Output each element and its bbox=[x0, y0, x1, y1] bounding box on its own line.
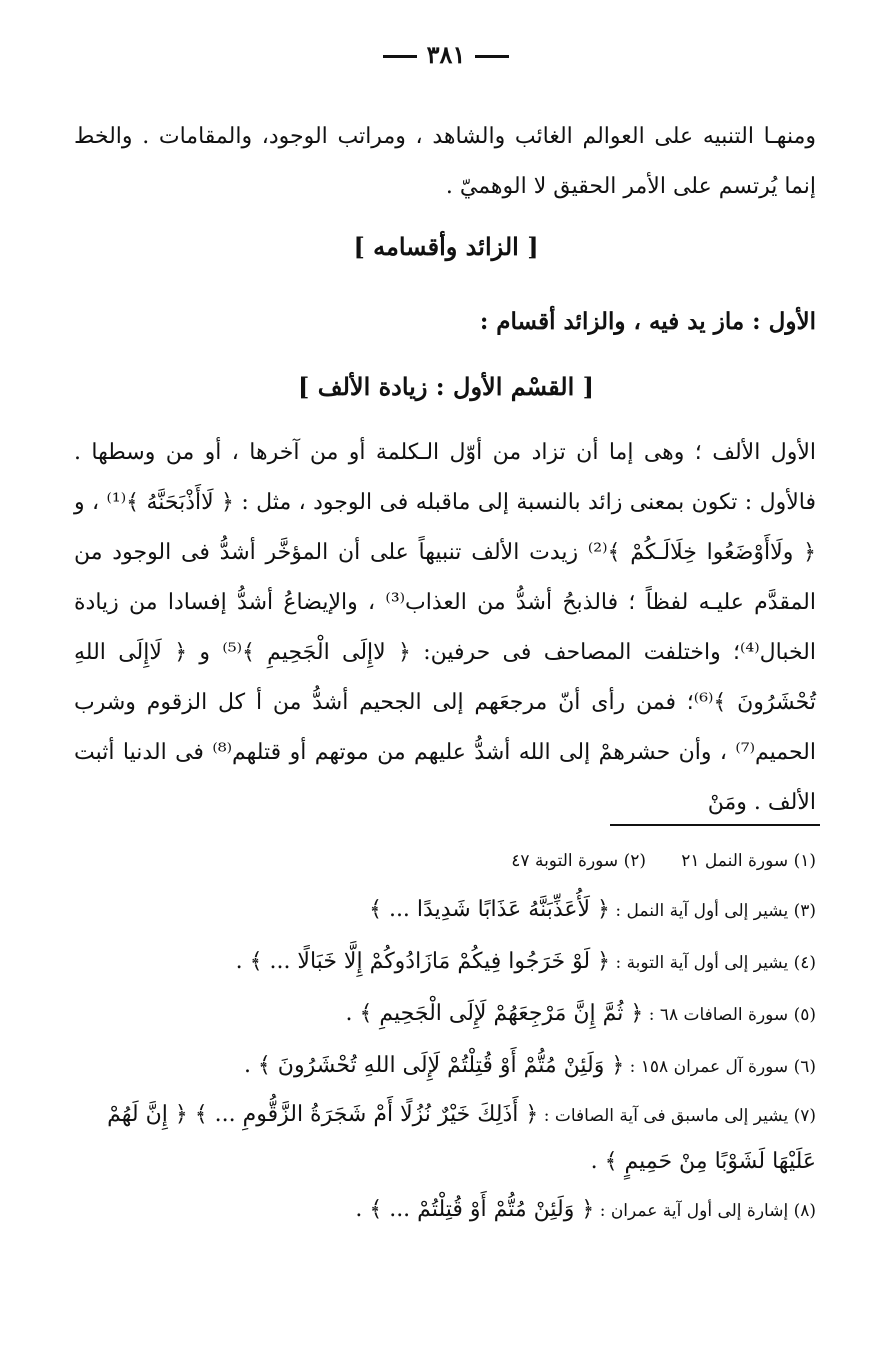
footnote-6-quote: ﴿ وَلَئِنْ مُتُّمْ أَوْ قُتِلْتُمْ لَإِلَى اللهِ تُحْشَرُونَ ﴾ . bbox=[243, 1053, 625, 1078]
footnote-6-label: (٦) سورة آل عمران ١٥٨ : bbox=[629, 1057, 816, 1077]
footnote-4 bbox=[80, 936, 816, 988]
page-number-dash-right bbox=[475, 55, 509, 58]
footnote-8-label: (٨) إشارة إلى أول آية عمران : bbox=[599, 1201, 816, 1221]
footnote-8-quote: ﴿ وَلَئِنْ مُتُّمْ أَوْ قُتِلْتُمْ ... ﴾ . bbox=[355, 1197, 595, 1222]
paragraph-intro: ومنهـا التنبيه على العوالم الغائب والشاهد ، ومراتب الوجود، والمقامات . والخط إنما يُرتسم على الأمر الحقيق لا الوهميّ . bbox=[74, 124, 816, 199]
page-number-dash-left bbox=[383, 55, 417, 58]
section-heading-extra: [ الزائد وأقسامه ] bbox=[353, 232, 539, 261]
footnote-3-label: (٣) يشير إلى أول آية النمل : bbox=[615, 901, 816, 921]
page-number-value: ٣٨١ bbox=[426, 40, 466, 69]
footnote-7-quote: ﴿ أَذَلِكَ خَيْرٌ نُزُلًا أَمْ شَجَرَةُ الزَّقُّومِ ... ﴾ ﴿ إِنَّ لَهُمْ عَلَيْهَا لَشَوْبًا مِنْ حَمِيمٍ ﴾ . bbox=[107, 1102, 816, 1174]
footnote-5-label: (٥) سورة الصافات ٦٨ : bbox=[648, 1005, 816, 1025]
page-number bbox=[0, 40, 892, 69]
footnote-5 bbox=[80, 988, 816, 1040]
footnote-2: (٢) سورة التوبة ٤٧ bbox=[511, 851, 646, 871]
paragraph-main: الأول الألف ؛ وهى إما أن تزاد من أوّل الـكلمة أو من آخرها ، أو من وسطها . فالأول : تكون بمعنى زائد بالنسبة إلى ماقبله فى الوجود ، مثل : ﴿ لَاأَذْبَحَنَّهُ ﴾⁽¹⁾ ، و ﴿ ولَاأَوْضَعُوا خِلَالَـكُمْ ﴾⁽²⁾ زيدت الألف تنبيهاً على أن المؤخَّر أشدُّ فى الوجود من المقدَّم عليـه لفظاً ؛ فالذبحُ أشدُّ من العذاب⁽³⁾ ، والإيضاعُ أشدُّ إفسادا من زيادة الخبال⁽⁴⁾؛ واختلفت المصاحف فى حرفين: ﴿ لاإِلَى الْجَحِيمِ ﴾⁽⁵⁾ و ﴿ لَاإِلَى اللهِ تُحْشَرُونَ ﴾⁽⁶⁾؛ فمن رأى أنّ مرجعَهم إلى الجحيم أشدُّ من أ كل الزقوم وشرب الحميم⁽⁷⁾ ، وأن حشرهمْ إلى الله أشدُّ عليهم من موتهم أو قتلهم⁽⁸⁾ فى الدنيا أثبت الألف . ومَنْ bbox=[74, 440, 817, 815]
footnote-1: (١) سورة النمل ٢١ bbox=[681, 851, 816, 871]
footnote-divider bbox=[610, 824, 820, 826]
footnote-4-quote: ﴿ لَوْ خَرَجُوا فِيكُمْ مَازَادُوكُمْ إِلَّا خَبَالًا ... ﴾ . bbox=[235, 949, 611, 974]
footnote-5-quote: ﴿ ثُمَّ إِنَّ مَرْجِعَهُمْ لَإِلَى الْجَحِيمِ ﴾ . bbox=[345, 1001, 644, 1026]
intro-line: الأول : ماز يد فيه ، والزائد أقسام : bbox=[479, 308, 816, 335]
footnote-3 bbox=[80, 884, 816, 936]
footnote-8 bbox=[80, 1184, 816, 1236]
footnote-row-1-2 bbox=[80, 838, 816, 884]
footnote-7 bbox=[80, 1092, 816, 1184]
section-heading-alif: [ القسْم الأول : زيادة الألف ] bbox=[298, 372, 594, 401]
footnote-4-label: (٤) يشير إلى أول آية التوبة : bbox=[615, 953, 816, 973]
footnote-3-quote: ﴿ لَأُعَذِّبَنَّهُ عَذَابًا شَدِيدًا ... ﴾ bbox=[369, 897, 610, 922]
footnotes bbox=[80, 838, 816, 1236]
footnote-7-label: (٧) يشير إلى ماسبق فى آية الصافات : bbox=[543, 1106, 816, 1126]
footnote-6 bbox=[80, 1040, 816, 1092]
